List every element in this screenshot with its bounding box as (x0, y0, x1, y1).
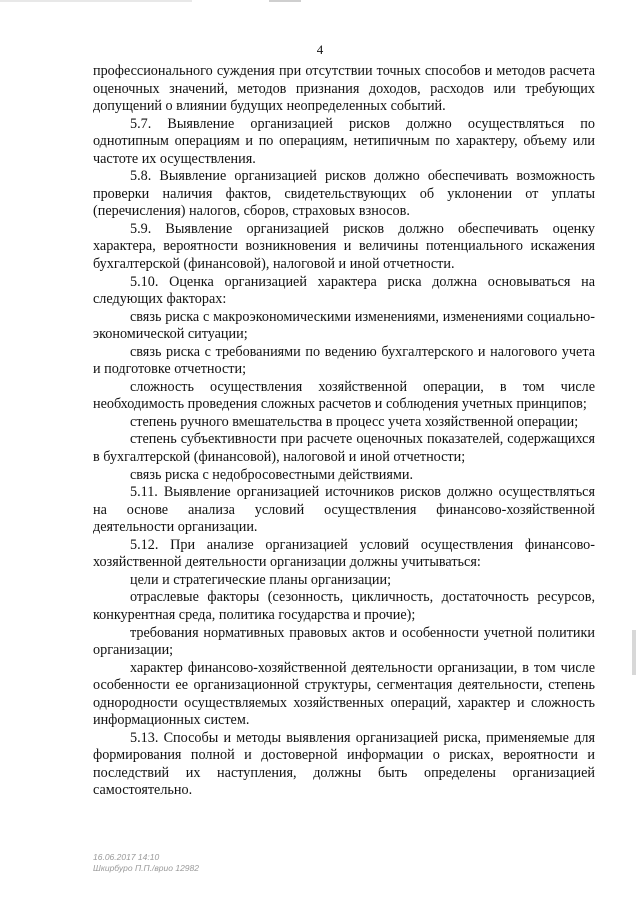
list-item-industry: отраслевые факторы (сезонность, цикличность, достаточность ресурсов, конкурентная среда, политика государства и прочие); (93, 589, 595, 623)
paragraph-5-11: 5.11. Выявление организацией источников рисков должно осуществляться на основе анализа условий осуществления финансово-хозяйственной деятельности организации. (93, 484, 595, 536)
footer-timestamp: 16.06.2017 14:10 (93, 852, 160, 862)
paragraph-1: профессионального суждения при отсутствии точных способов и методов расчета оценочных значений, методов признания доходов, расходов или требующих допущений о влиянии будущих неопределенных событий. (93, 63, 595, 115)
paragraph-5-13: 5.13. Способы и методы выявления организацией риска, применяемые для формирования полной и достоверной информации о рисках, вероятности и последствий их наступления, должны быть определены организацией самостоятельно. (93, 729, 595, 799)
list-item-requirements: связь риска с требованиями по ведению бухгалтерского и налогового учета и подготовке отчетности; (93, 343, 595, 378)
list-item-subjectivity: степень субъективности при расчете оценочных показателей, содержащихся в бухгалтерской (финансовой), налоговой и иной отчетности; (93, 431, 595, 466)
scan-edge-mark (632, 630, 636, 675)
list-item-macro: связь риска с макроэкономическими изменениями, изменениями социально-экономической ситуации; (93, 308, 595, 343)
paragraph-5-9: 5.9. Выявление организацией рисков должно обеспечивать оценку характера, вероятности возникновения и величины потенциального искажения бухгалтерской (финансовой), налоговой и иной отчетности. (93, 220, 595, 273)
paragraph-5-10: 5.10. Оценка организацией характера риска должна основываться на следующих факторах: (93, 273, 595, 308)
list-item-fraud: связь риска с недобросовестными действиями. (130, 466, 414, 483)
list-item-regulations: требования нормативных правовых актов и особенности учетной политики организации; (93, 624, 595, 659)
paragraph-5-7: 5.7. Выявление организацией рисков должно осуществляться по однотипным операциям и по операциям, нетипичным по характеру, объему или частоте их осуществления. (93, 115, 595, 167)
scan-top-edge (0, 0, 640, 2)
list-item-manual: степень ручного вмешательства в процесс учета хозяйственной операции; (130, 413, 579, 430)
paragraph-5-8: 5.8. Выявление организацией рисков должно обеспечивать возможность проверки наличия фактов, свидетельствующих об уклонении от уплаты (перечисления) налогов, сборов, страховых взносов. (93, 168, 595, 220)
list-item-activity: характер финансово-хозяйственной деятельности организации, в том числе особенности ее организационной структуры, сегментация деятельности, степень однородности осуществляемых хозяйственных операций, характер и сложность информационных систем. (93, 659, 595, 729)
footer-stamp (93, 852, 199, 874)
list-item-complexity: сложность осуществления хозяйственной операции, в том числе необходимость проведения сложных расчетов и соблюдения учетных принципов; (93, 378, 595, 413)
footer-author: Шкирбуро П.П./врио 12982 (93, 863, 199, 873)
body-text (93, 63, 595, 800)
list-item-goals: цели и стратегические планы организации; (130, 571, 392, 588)
page-number: 4 (316, 42, 324, 57)
paragraph-5-12: 5.12. При анализе организацией условий осуществления финансово-хозяйственной деятельности организации должны учитываться: (93, 536, 595, 571)
